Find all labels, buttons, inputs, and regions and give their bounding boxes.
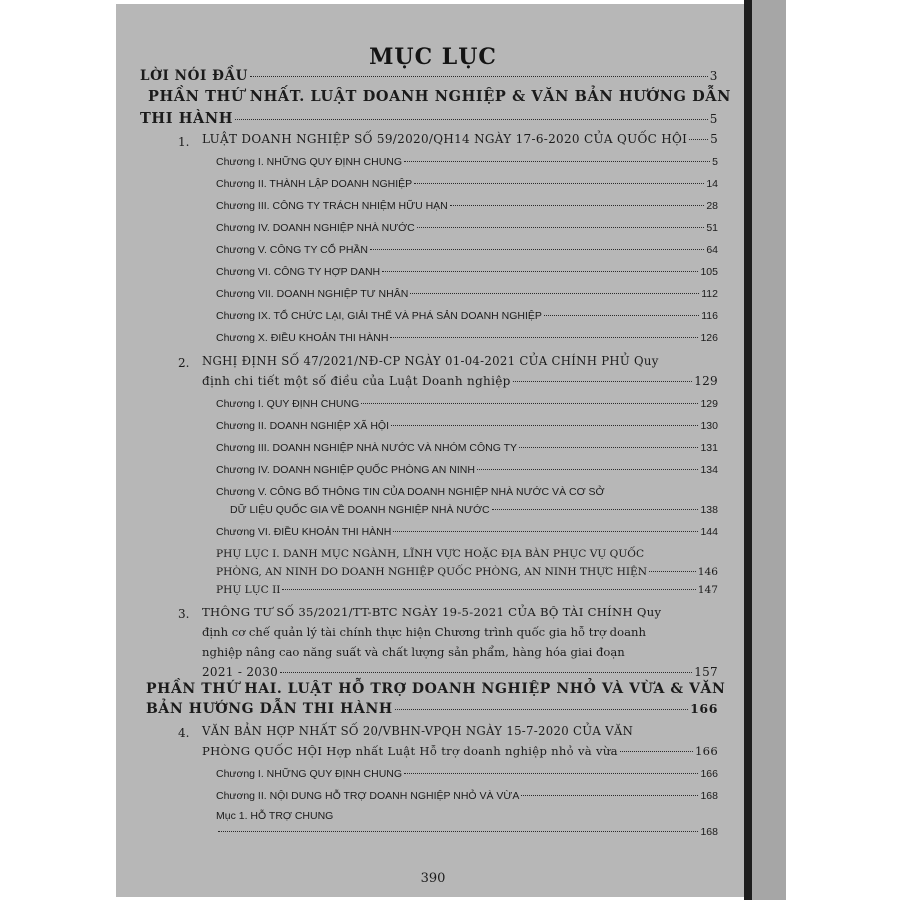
toc-appendix-1-line1: PHỤ LỤC I. DANH MỤC NGÀNH, LĨNH VỰC HOẶC ĐỊA BÀN PHỤC VỤ QUỐC — [216, 548, 645, 560]
dot-leader — [395, 709, 688, 710]
dot-leader — [404, 161, 710, 162]
toc-page-number: 134 — [700, 464, 718, 476]
toc-entry-label: Chương VI. CÔNG TY HỢP DANH — [216, 266, 381, 278]
toc-appendix-entry[interactable] — [216, 584, 718, 596]
toc-page-number: 166 — [700, 768, 718, 780]
toc-page-number: 51 — [706, 222, 718, 234]
toc-page-number: 144 — [700, 526, 718, 538]
toc-entry-item-3-line2: định cơ chế quản lý tài chính thực hiện Chương trình quốc gia hỗ trợ doanh — [202, 625, 646, 639]
dot-leader — [404, 773, 698, 774]
toc-entry-item-3-line1: THÔNG TƯ SỐ 35/2021/TT-BTC NGÀY 19-5-2021 CỦA BỘ TÀI CHÍNH Quy — [202, 605, 662, 619]
toc-entry-label: LUẬT DOANH NGHIỆP SỐ 59/2020/QH14 NGÀY 17-6-2020 CỦA QUỐC HỘI — [202, 132, 688, 146]
dot-leader — [390, 337, 698, 338]
dot-leader — [382, 271, 698, 272]
toc-page-number: 130 — [700, 420, 718, 432]
dot-leader — [689, 139, 708, 140]
dot-leader — [235, 119, 708, 120]
toc-chapter-entry[interactable] — [230, 504, 718, 516]
toc-entry-label: Chương VII. DOANH NGHIỆP TƯ NHÂN — [216, 288, 409, 300]
toc-entry-label: Chương I. NHỮNG QUY ĐỊNH CHUNG — [216, 156, 403, 168]
toc-entry-label: PHÒNG QUỐC HỘI Hợp nhất Luật Hỗ trợ doanh nghiệp nhỏ và vừa — [202, 744, 618, 758]
facing-page-edge — [752, 0, 786, 900]
toc-chapter-entry[interactable] — [216, 526, 718, 538]
toc-entry-item-4-line1: VĂN BẢN HỢP NHẤT SỐ 20/VBHN-VPQH NGÀY 15-7-2020 CỦA VĂN — [202, 724, 634, 738]
toc-entry-item-3[interactable] — [202, 665, 718, 679]
dot-leader — [417, 227, 705, 228]
book-page — [116, 4, 750, 897]
dot-leader — [414, 183, 704, 184]
toc-entry-label: Chương II. NỘI DUNG HỖ TRỢ DOANH NGHIỆP NHỎ VÀ VỪA — [216, 790, 520, 802]
dot-leader — [544, 315, 699, 316]
dot-leader — [391, 425, 698, 426]
toc-entry-label: Chương IV. DOANH NGHIỆP NHÀ NƯỚC — [216, 222, 415, 234]
toc-chapter-entry[interactable] — [216, 464, 718, 476]
book-spine — [744, 0, 752, 900]
page-number: 390 — [420, 871, 446, 886]
toc-part-2-heading: PHẦN THỨ HAI. LUẬT HỖ TRỢ DOANH NGHIỆP NHỎ VÀ VỪA & VĂN — [146, 681, 726, 697]
toc-entry-label: Chương V. CÔNG TY CỔ PHẦN — [216, 244, 369, 256]
toc-entry-label: Chương VI. ĐIỀU KHOẢN THI HÀNH — [216, 526, 392, 538]
toc-item-number: 4. — [178, 726, 190, 740]
toc-entry-item-3-line3: nghiệp nâng cao năng suất và chất lượng sản phẩm, hàng hóa giai đoạn — [202, 645, 625, 659]
toc-chapter-entry[interactable] — [216, 768, 718, 780]
dot-leader — [370, 249, 704, 250]
dot-leader — [250, 76, 708, 77]
toc-appendix-entry[interactable] — [216, 566, 718, 578]
toc-item-number: 1. — [178, 135, 190, 149]
toc-page-number: 168 — [700, 826, 718, 838]
dot-leader — [282, 589, 695, 590]
toc-page-number: 166 — [694, 744, 718, 758]
toc-page-number: 166 — [690, 701, 718, 716]
toc-chapter-entry[interactable] — [216, 398, 718, 410]
dot-leader — [519, 447, 698, 448]
toc-page-number: 105 — [700, 266, 718, 278]
toc-page-number: 5 — [710, 132, 718, 146]
dot-leader — [218, 831, 698, 832]
toc-entry-item-2-line1: NGHỊ ĐỊNH SỐ 47/2021/NĐ-CP NGÀY 01-04-2021 CỦA CHÍNH PHỦ Quy — [202, 354, 659, 368]
toc-chapter-entry[interactable] — [216, 442, 718, 454]
dot-leader — [450, 205, 705, 206]
toc-page-number: 147 — [697, 584, 718, 596]
toc-chapter-entry[interactable] — [216, 420, 718, 432]
toc-chapter-entry[interactable] — [216, 790, 718, 802]
dot-leader — [280, 672, 692, 673]
toc-entry-label: 2021 - 2030 — [202, 665, 279, 679]
toc-chapter-entry[interactable] — [216, 200, 718, 212]
toc-entry-label: Chương III. DOANH NGHIỆP NHÀ NƯỚC VÀ NHÓM CÔNG TY — [216, 442, 518, 454]
toc-entry-label: BẢN HƯỚNG DẪN THI HÀNH — [146, 701, 393, 717]
toc-page-number: 5 — [709, 112, 718, 126]
toc-entry-item-1[interactable] — [202, 132, 718, 146]
toc-entry-item-4[interactable] — [202, 744, 718, 758]
toc-entry-label: Chương IX. TỔ CHỨC LẠI, GIẢI THỂ VÀ PHÁ SẢN DOANH NGHIỆP — [216, 310, 542, 322]
toc-page-number: 64 — [706, 244, 718, 256]
toc-page-number: 126 — [700, 332, 718, 344]
toc-page-number: 138 — [700, 504, 718, 516]
toc-page-number: 168 — [700, 790, 718, 802]
dot-leader — [477, 469, 698, 470]
toc-page-number: 3 — [709, 69, 718, 83]
toc-page-number: 129 — [694, 374, 718, 388]
toc-item-number: 3. — [178, 607, 190, 621]
dot-leader — [410, 293, 699, 294]
toc-page-number: 112 — [701, 288, 718, 300]
toc-entry-label: Chương X. ĐIỀU KHOẢN THI HÀNH — [216, 332, 389, 344]
toc-entry-label: Chương I. QUY ĐỊNH CHUNG — [216, 398, 360, 410]
toc-entry-label: PHỤ LỤC II — [216, 584, 281, 596]
toc-entry-part-2[interactable] — [146, 701, 718, 717]
toc-chapter-5-line1: Chương V. CÔNG BỐ THÔNG TIN CỦA DOANH NGHIỆP NHÀ NƯỚC VÀ CƠ SỞ — [216, 486, 605, 498]
toc-section-page-line — [216, 826, 718, 838]
toc-entry-label: DỮ LIỆU QUỐC GIA VỀ DOANH NGHIỆP NHÀ NƯỚC — [230, 504, 490, 516]
dot-leader — [521, 795, 698, 796]
toc-entry-part-1[interactable] — [140, 110, 718, 127]
toc-item-number: 2. — [178, 356, 190, 370]
toc-section-entry[interactable] — [216, 810, 718, 822]
toc-entry-label: PHÒNG, AN NINH DO DOANH NGHIỆP QUỐC PHÒNG, AN NINH THỰC HIỆN — [216, 566, 648, 578]
toc-chapter-entry[interactable] — [216, 266, 718, 278]
toc-page-number: 28 — [706, 200, 718, 212]
toc-title: MỤC LỤC — [369, 44, 497, 70]
dot-leader — [620, 751, 693, 752]
toc-page-number: 14 — [706, 178, 718, 190]
toc-page-number: 131 — [700, 442, 718, 454]
toc-chapter-entry[interactable] — [216, 178, 718, 190]
toc-entry-preface[interactable] — [140, 68, 718, 84]
toc-page-number: 157 — [694, 665, 718, 679]
toc-page-number: 146 — [697, 566, 718, 578]
toc-entry-label: Chương I. NHỮNG QUY ĐỊNH CHUNG — [216, 768, 403, 780]
toc-entry-label: Chương II. DOANH NGHIỆP XÃ HỘI — [216, 420, 390, 432]
toc-page-number: 5 — [712, 156, 718, 168]
dot-leader — [393, 531, 698, 532]
toc-entry-label: LỜI NÓI ĐẦU — [140, 68, 249, 84]
dot-leader — [361, 403, 698, 404]
toc-chapter-entry[interactable] — [216, 310, 718, 322]
toc-entry-label: Mục 1. HỖ TRỢ CHUNG — [216, 810, 334, 822]
dot-leader — [649, 571, 696, 572]
toc-entry-label: định chi tiết một số điều của Luật Doanh nghiệp — [202, 374, 511, 388]
toc-entry-label: THI HÀNH — [140, 110, 234, 127]
toc-chapter-entry[interactable] — [216, 288, 718, 300]
toc-chapter-entry[interactable] — [216, 222, 718, 234]
toc-part-1-heading: PHẦN THỨ NHẤT. LUẬT DOANH NGHIỆP & VĂN BẢN HƯỚNG DẪN — [148, 88, 731, 105]
toc-page-number: 129 — [700, 398, 718, 410]
toc-chapter-entry[interactable] — [216, 156, 718, 168]
dot-leader — [492, 509, 699, 510]
toc-page-number: 116 — [701, 310, 718, 322]
toc-entry-label: Chương III. CÔNG TY TRÁCH NHIỆM HỮU HẠN — [216, 200, 448, 212]
toc-chapter-entry[interactable] — [216, 332, 718, 344]
dot-leader — [513, 381, 693, 382]
toc-entry-item-2[interactable] — [202, 374, 718, 388]
toc-entry-label: Chương II. THÀNH LẬP DOANH NGHIỆP — [216, 178, 413, 190]
toc-chapter-entry[interactable] — [216, 244, 718, 256]
toc-entry-label: Chương IV. DOANH NGHIỆP QUỐC PHÒNG AN NINH — [216, 464, 475, 476]
